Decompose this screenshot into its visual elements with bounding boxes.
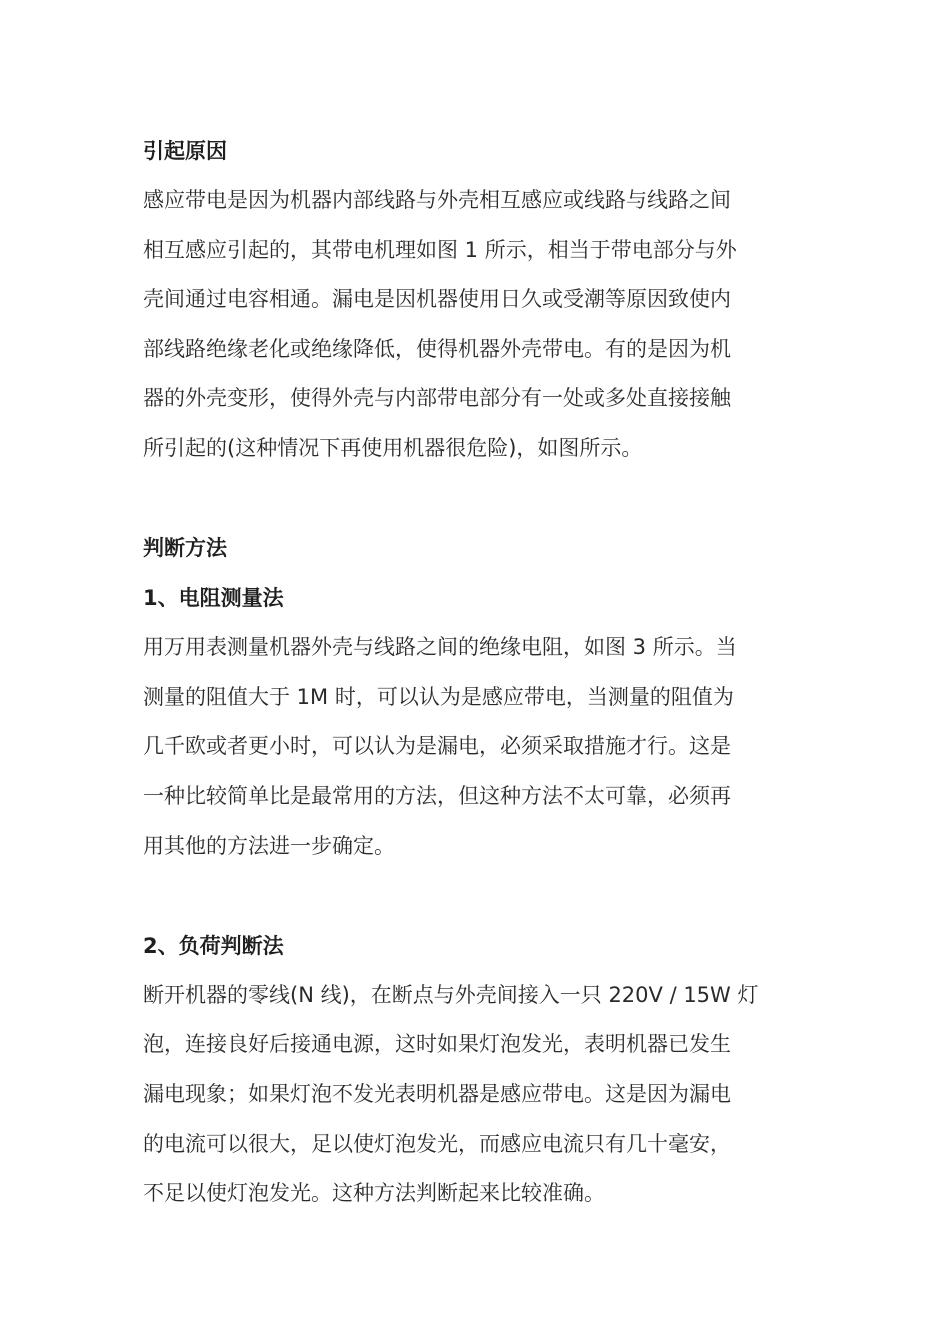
paragraph-line: 不足以使灯泡发光。这种方法判断起来比较准确。	[143, 1181, 605, 1206]
subheading-resistance-method: 1、电阻测量法	[143, 586, 284, 611]
paragraph-line: 用其他的方法进一步确定。	[143, 833, 395, 858]
paragraph-line: 相互感应引起的，其带电机理如图 1 所示，相当于带电部分与外	[143, 237, 737, 262]
paragraph-line: 断开机器的零线(N 线)，在断点与外壳间接入一只 220V / 15W 灯	[143, 982, 759, 1007]
section-heading-methods: 判断方法	[143, 536, 227, 561]
subheading-load-method: 2、负荷判断法	[143, 933, 284, 958]
paragraph-line: 泡，连接良好后接通电源，这时如果灯泡发光，表明机器已发生	[143, 1032, 731, 1057]
section-heading-causes: 引起原因	[143, 139, 227, 163]
section-spacer	[143, 474, 803, 524]
paragraph-line: 的电流可以很大，足以使灯泡发光，而感应电流只有几十毫安，	[143, 1131, 731, 1156]
paragraph-resistance-method	[143, 623, 803, 871]
paragraph-line: 器的外壳变形，使得外壳与内部带电部分有一处或多处直接接触	[143, 386, 731, 411]
paragraph-line: 部线路绝缘老化或绝缘降低，使得机器外壳带电。有的是因为机	[143, 336, 731, 361]
paragraph-line: 测量的阻值大于 1M 时，可以认为是感应带电，当测量的阻值为	[143, 684, 734, 709]
paragraph-load-method	[143, 971, 803, 1219]
paragraph-line: 几千欧或者更小时，可以认为是漏电，必须采取措施才行。这是	[143, 734, 731, 759]
paragraph-line: 感应带电是因为机器内部线路与外壳相互感应或线路与线路之间	[143, 188, 731, 212]
paragraph-line: 一种比较简单比是最常用的方法，但这种方法不太可靠，必须再	[143, 783, 731, 808]
paragraph-causes	[143, 176, 803, 474]
paragraph-line: 用万用表测量机器外壳与线路之间的绝缘电阻，如图 3 所示。当	[143, 635, 737, 660]
document-body	[143, 126, 803, 1219]
paragraph-line: 所引起的(这种情况下再使用机器很危险)，如图所示。	[143, 435, 643, 460]
paragraph-line: 漏电现象；如果灯泡不发光表明机器是感应带电。这是因为漏电	[143, 1081, 731, 1106]
section-spacer	[143, 871, 803, 921]
paragraph-line: 壳间通过电容相通。漏电是因机器使用日久或受潮等原因致使内	[143, 287, 731, 312]
